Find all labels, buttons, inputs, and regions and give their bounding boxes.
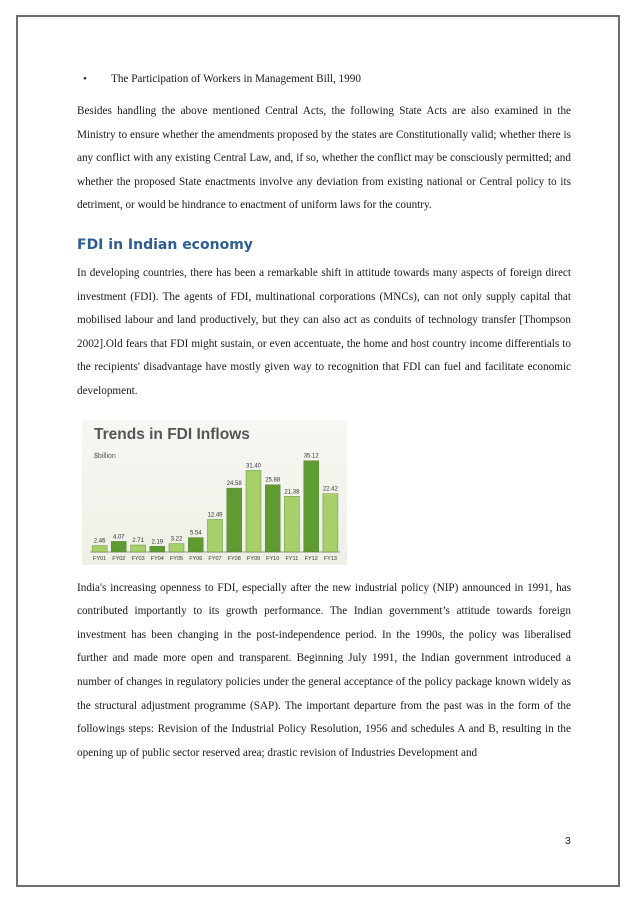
chart-bar-fy02	[111, 541, 126, 552]
chart-category-label: FY09	[246, 555, 261, 562]
chart-category-label: FY04	[150, 555, 164, 562]
paragraph-state-acts: Besides handling the above mentioned Central Acts, the following State Acts are also examined in the Ministry to ensure whether the amendments proposed by the states are Constitutionally valid; whether there is any conflict with any existing Central Law, and, if so, whether the conflict may be consciously permitted; and whether the proposed State enactments involve any deviation from existing national or Central policy to its detriment, or would be hindrance to enactment of uniform laws for the country.	[77, 105, 571, 212]
document-body	[77, 71, 571, 765]
chart-value-label: 22.42	[322, 486, 338, 493]
chart-category-label: FY01	[93, 555, 107, 562]
chart-bar-fy13	[323, 493, 338, 551]
chart-category-label: FY10	[266, 555, 280, 562]
bullet-text: The Participation of Workers in Management Bill, 1990	[111, 73, 361, 85]
chart-category-label: FY05	[169, 555, 184, 562]
bullet-icon: •	[83, 73, 87, 85]
chart-value-label: 4.07	[112, 533, 125, 540]
chart-bar-fy10	[265, 484, 280, 551]
chart-value-label: 12.49	[207, 512, 223, 519]
chart-bar-fy06	[188, 537, 203, 551]
chart-category-label: FY03	[131, 555, 145, 562]
chart-category-label: FY07	[208, 555, 222, 562]
chart-value-label: 5.54	[189, 530, 202, 537]
chart-bar-fy01	[92, 545, 107, 551]
chart-bar-fy11	[284, 496, 299, 552]
chart-value-label: 25.88	[265, 477, 281, 484]
chart-value-label: 2.19	[151, 538, 164, 545]
chart-category-label: FY12	[304, 555, 318, 562]
chart-bar-fy09	[246, 470, 261, 552]
fdi-chart	[82, 420, 347, 565]
chart-category-label: FY11	[285, 555, 299, 562]
chart-value-label: 24.58	[226, 480, 242, 487]
bullet-item	[83, 71, 571, 87]
paragraph-fdi-developing: In developing countries, there has been a remarkable shift in attitude towards many aspects of foreign direct investment (FDI). The agents of FDI, multinational corporations (MNCs), can not only supply capital that mobilised labour and land productively, but they can also act as conduits of technology transfer [Thompson 2002].Old fears that FDI might sustain, or even accentuate, the home and host country income differentials to the recipients' disadvantage have mostly given way to recognition that FDI can fuel and facilitate economic development.	[77, 266, 571, 397]
chart-bar-fy04	[150, 546, 165, 552]
chart-value-label: 2.71	[132, 537, 144, 544]
chart-plot	[82, 420, 347, 565]
chart-value-label: 35.12	[303, 453, 319, 460]
chart-category-label: FY06	[189, 555, 203, 562]
section-heading: FDI in Indian economy	[77, 236, 253, 253]
paragraph-india-openness: India's increasing openness to FDI, especially after the new industrial policy (NIP) announced in 1991, has contributed importantly to its growth performance. The Indian government’s attitude towards foreign investment has been changing in the post-independence period. In the 1990s, the policy was liberalised further and made more open and transparent. Beginning July 1991, the Indian government introduced a number of changes in regulatory policies under the general acceptance of the policy package known widely as the structural adjustment programme (SAP). The important departure from the past was in the form of the followings steps: Revision of the Industrial Policy Resolution, 1956 and schedules A and B, resulting in the opening up of public sector reserved area; drastic revision of Industries Development and	[77, 581, 571, 759]
chart-category-label: FY02	[112, 555, 126, 562]
chart-value-label: 2.46	[93, 538, 106, 545]
chart-category-label: FY08	[227, 555, 241, 562]
chart-bar-fy05	[169, 543, 184, 551]
chart-bar-fy03	[131, 545, 146, 552]
chart-unit-label: $billion	[94, 452, 116, 460]
page-number: 3	[565, 835, 571, 847]
chart-bar-fy08	[227, 488, 242, 552]
chart-value-label: 3.22	[170, 536, 183, 543]
chart-category-label: FY13	[323, 555, 337, 562]
chart-bar-fy12	[304, 460, 319, 551]
chart-value-label: 21.38	[284, 488, 300, 495]
chart-value-label: 31.40	[245, 462, 262, 469]
chart-title: Trends in FDI Inflows	[94, 425, 250, 443]
chart-bar-fy07	[208, 519, 223, 552]
